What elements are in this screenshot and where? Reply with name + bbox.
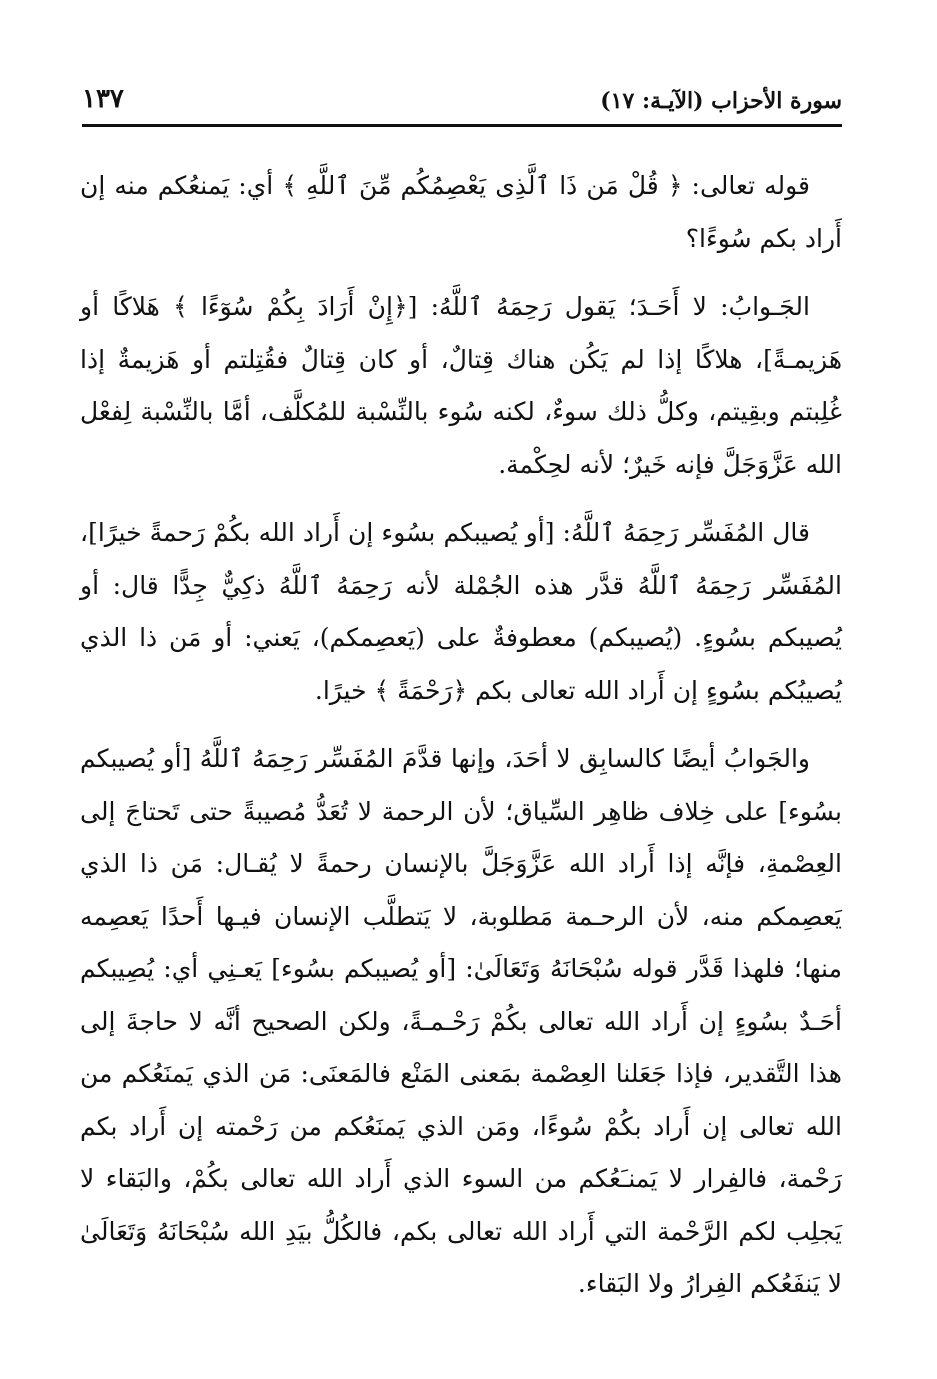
paragraph-mufassir-note: قال المُفَسِّر رَحِمَهُ ٱللَّهُ: [أو يُصيبكم بسُوء إن أَراد الله بكُمْ رَحمةً خيرًا]، المُفَسِّر رَحِمَهُ ٱللَّهُ قدَّر هذه الجُمْلة لأنه رَحِمَهُ ٱللَّهُ ذكِيٌّ جِدًّا قال: أو يُصيبكم بسُوءٍ. (يُصيبكم) معطوفةٌ على (يَعصِمكم)، يَعني: أو مَن ذا الذي يُصيبُكم بسُوءٍ إن أَراد الله تعالى بكم ﴿رَحْمَةً ﴾ خيرًا. (80, 518, 842, 705)
page-body (80, 160, 842, 1311)
paragraph-answer-none: الجَـوابُ: لا أَحَـدَ؛ يَقول رَحِمَهُ ٱللَّهُ: [﴿إِنْ أَرَادَ بِكُمْ سُوٓءًا ﴾ هَلاكًا أو هَزيمـةً]، هلاكًا إذا لم يَكُن هناك قِتالٌ، أو كان قِتالٌ فقُتِلتم أو هَزيمةٌ إذا غُلِبتم وبقِيتم، وكلُّ ذلك سوءٌ، لكنه سُوء بالنِّسْبة للمُكلَّف، أمَّا بالنِّسْبة لِفعْل الله عَزَّوَجَلَّ فإنه خَيرٌ؛ لأنه لحِكْمة. (80, 292, 842, 479)
page-number: ١٣٧ (82, 84, 124, 114)
page-header (82, 78, 842, 126)
header-divider (82, 124, 842, 127)
paragraph-verse-question: قوله تعالى: ﴿ قُلْ مَن ذَا ٱلَّذِى يَعْصِمُكُم مِّنَ ٱللَّهِ ﴾ أي: يَمنعُكم منه إن أَراد بكم سُوءًا؟ (80, 171, 842, 253)
paragraph-answer-explanation: والجَوابُ أيضًا كالسابِق لا أحَدَ، وإنها قدَّمَ المُفَسِّر رَحِمَهُ ٱللَّهُ [أو يُصيبكم بسُوء] على خِلاف ظاهِر السِّياق؛ لأن الرحمة لا تُعَدُّ مُصيبةً حتى تَحتاجَ إلى العِصْمةِ، فإنَّه إذا أَراد الله عَزَّوَجَلَّ بالإنسان رحمةً لا يُقـال: مَن ذا الذي يَعصِمكم منه، لأن الرحـمة مَطلوبة، لا يَتطلَّب الإنسان فيـها أَحدًا يَعصِمه منها؛ فلهذا قَدَّر قوله سُبْحَانَهُ وَتَعَالَىٰ: [أو يُصيبكم بسُوء] يَعـنِي أي: يُصِيبكم أحَـدٌ بسُوءٍ إن أَراد الله تعالى بكُمْ رَحْـمـةً، ولكن الصحيح أنَّه لا حاجةَ إلى هذا التَّقدير، فإذا جَعَلنا العِصْمة بمَعنى المَنْع فالمَعنَى: مَن الذي يَمنَعُكم من الله تعالى إن أَراد بكُمْ سُوءًا، ومَن الذي يَمنَعُكم من رَحْمته إن أَراد بكم رَحْمة، فالفِرار لا يَمنـَعُكم من السوء الذي أَراد الله تعالى بكُمْ، والبَقاء لا يَجلِب لكم الرَّحْمة التي أَراد الله تعالى بكم، فالكُلُّ بيَدِ الله سُبْحَانَهُ وَتَعَالَىٰ لا يَنفَعُكم الفِرارُ ولا البَقاء. (80, 744, 842, 1298)
surah-title: سورة الأحزاب (الآيـة: ١٧) (600, 88, 842, 114)
